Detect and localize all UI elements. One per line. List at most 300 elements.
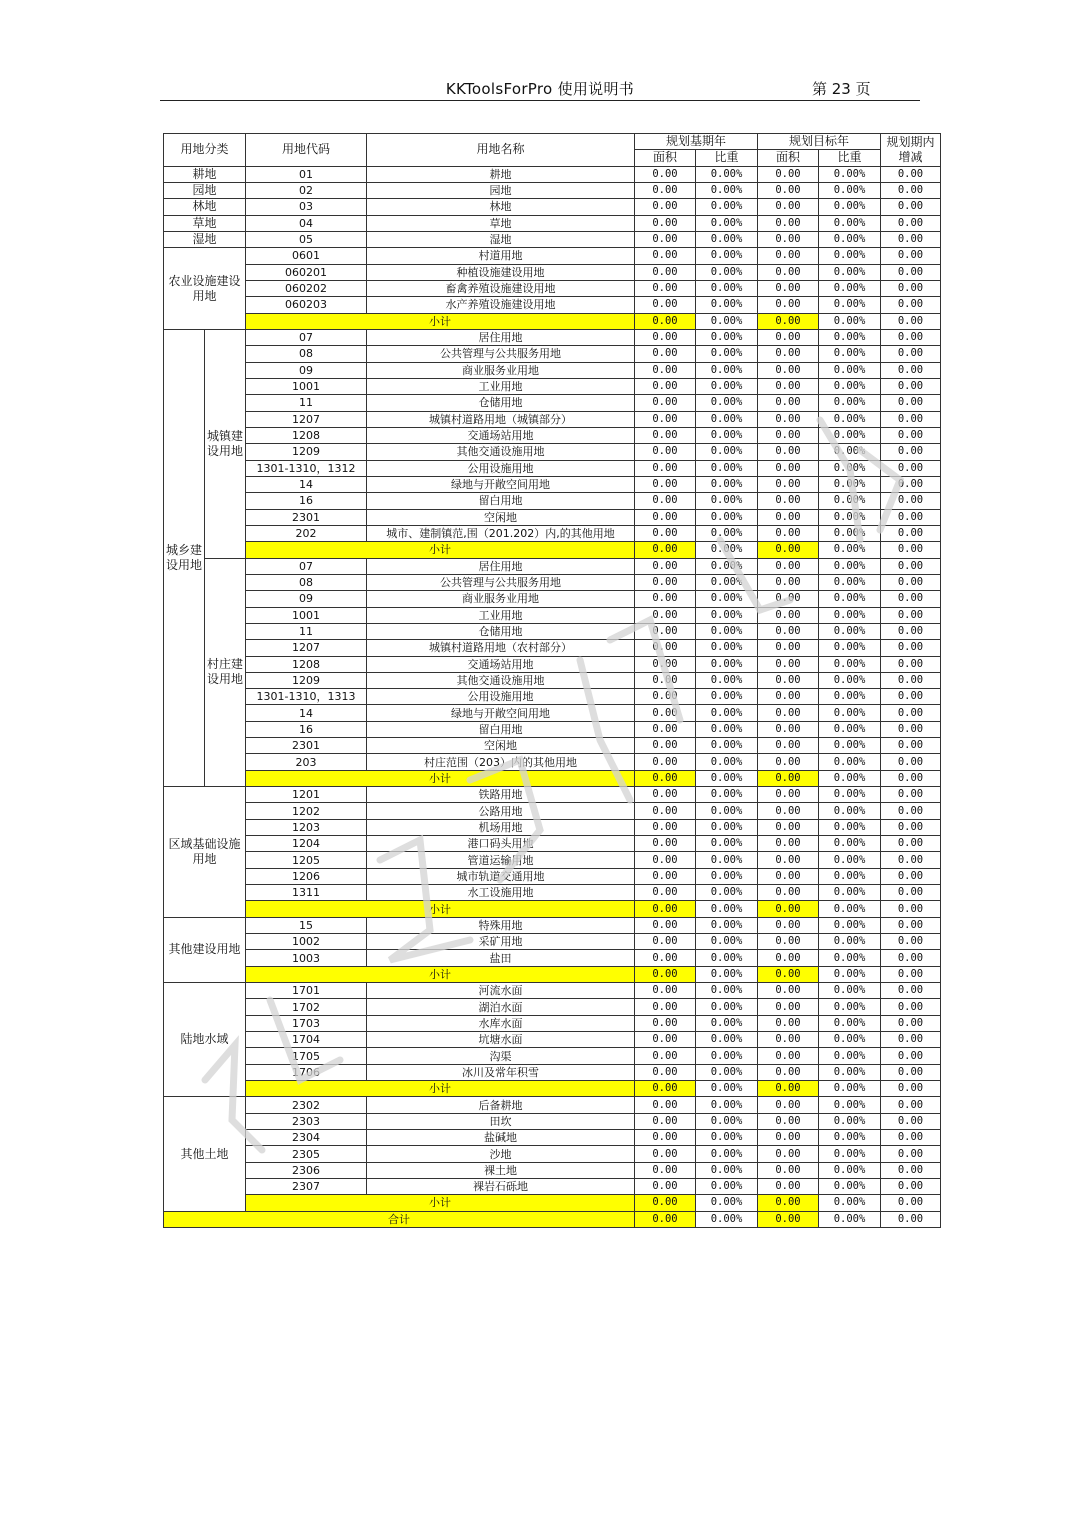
code-cell: 09 (246, 362, 367, 378)
name-cell: 交通场站用地 (367, 427, 635, 443)
subtotal-label: 小计 (246, 966, 635, 982)
base-ratio-cell: 0.00% (696, 934, 758, 950)
target-ratio-cell: 0.00% (819, 1113, 881, 1129)
base-ratio-cell: 0.00% (696, 1146, 758, 1162)
target-area-cell: 0.00 (758, 591, 819, 607)
code-cell: 04 (246, 215, 367, 231)
target-area-cell: 0.00 (758, 803, 819, 819)
base-area-cell: 0.00 (635, 264, 696, 280)
base-ratio-cell: 0.00% (696, 787, 758, 803)
target-ratio-cell: 0.00% (819, 574, 881, 590)
base-area-cell: 0.00 (635, 297, 696, 313)
base-area-cell: 0.00 (635, 166, 696, 182)
table-row (164, 689, 941, 705)
table-row (164, 607, 941, 623)
target-ratio-cell: 0.00% (819, 983, 881, 999)
name-cell: 盐田 (367, 950, 635, 966)
name-cell: 居住用地 (367, 329, 635, 345)
target-area-cell: 0.00 (758, 950, 819, 966)
target-area-cell: 0.00 (758, 1097, 819, 1113)
increase-cell: 0.00 (881, 803, 941, 819)
name-cell: 港口码头用地 (367, 836, 635, 852)
code-cell: 16 (246, 721, 367, 737)
target-area-cell: 0.00 (758, 378, 819, 394)
increase-cell: 0.00 (881, 199, 941, 215)
name-cell: 管道运输用地 (367, 852, 635, 868)
target-area-cell: 0.00 (758, 1179, 819, 1195)
base-area-cell: 0.00 (635, 836, 696, 852)
increase-cell: 0.00 (881, 248, 941, 264)
name-cell: 盐碱地 (367, 1130, 635, 1146)
name-cell: 裸土地 (367, 1162, 635, 1178)
base-ratio-cell: 0.00% (696, 476, 758, 492)
target-area-cell: 0.00 (758, 689, 819, 705)
target-ratio-cell: 0.00% (819, 1146, 881, 1162)
name-cell: 林地 (367, 199, 635, 215)
target-ratio-cell: 0.00% (819, 476, 881, 492)
subcategory-cell: 城镇建设用地 (205, 329, 246, 558)
category-cell: 陆地水域 (164, 983, 246, 1097)
base-ratio-cell: 0.00% (696, 591, 758, 607)
base-ratio-cell: 0.00% (696, 1113, 758, 1129)
code-cell: 08 (246, 574, 367, 590)
target-area-cell: 0.00 (758, 852, 819, 868)
increase-cell: 0.00 (881, 346, 941, 362)
name-cell: 耕地 (367, 166, 635, 182)
category-cell: 草地 (164, 215, 246, 231)
table-row (164, 182, 941, 198)
target-ratio-cell: 0.00% (819, 1032, 881, 1048)
target-area-cell: 0.00 (758, 705, 819, 721)
target-ratio-cell: 0.00% (819, 199, 881, 215)
increase-cell: 0.00 (881, 917, 941, 933)
code-cell: 07 (246, 558, 367, 574)
increase-cell: 0.00 (881, 591, 941, 607)
target-area-cell: 0.00 (758, 297, 819, 313)
target-area-cell: 0.00 (758, 901, 819, 917)
base-ratio-cell: 0.00% (696, 1162, 758, 1178)
name-cell: 其他交通设施用地 (367, 444, 635, 460)
name-cell: 坑塘水面 (367, 1032, 635, 1048)
base-ratio-cell: 0.00% (696, 607, 758, 623)
table-row (164, 427, 941, 443)
name-cell: 田坎 (367, 1113, 635, 1129)
name-cell: 商业服务业用地 (367, 591, 635, 607)
base-ratio-cell: 0.00% (696, 231, 758, 247)
target-ratio-cell: 0.00% (819, 852, 881, 868)
name-cell: 工业用地 (367, 607, 635, 623)
code-cell: 1706 (246, 1064, 367, 1080)
increase-cell: 0.00 (881, 460, 941, 476)
increase-cell: 0.00 (881, 329, 941, 345)
base-ratio-cell: 0.00% (696, 836, 758, 852)
target-ratio-cell: 0.00% (819, 885, 881, 901)
increase-cell: 0.00 (881, 395, 941, 411)
increase-cell: 0.00 (881, 868, 941, 884)
increase-cell: 0.00 (881, 1064, 941, 1080)
code-cell: 1209 (246, 444, 367, 460)
increase-cell: 0.00 (881, 427, 941, 443)
table-row (164, 460, 941, 476)
category-cell: 湿地 (164, 231, 246, 247)
name-cell: 沟渠 (367, 1048, 635, 1064)
name-cell: 仓储用地 (367, 395, 635, 411)
target-ratio-cell: 0.00% (819, 640, 881, 656)
code-cell: 05 (246, 231, 367, 247)
header-base-year: 规划基期年 (635, 134, 758, 150)
table-row (164, 329, 941, 345)
target-ratio-cell: 0.00% (819, 966, 881, 982)
increase-cell: 0.00 (881, 215, 941, 231)
base-ratio-cell: 0.00% (696, 1048, 758, 1064)
base-ratio-cell: 0.00% (696, 901, 758, 917)
base-ratio-cell: 0.00% (696, 623, 758, 639)
base-area-cell: 0.00 (635, 934, 696, 950)
target-ratio-cell: 0.00% (819, 231, 881, 247)
increase-cell: 0.00 (881, 297, 941, 313)
code-cell: 08 (246, 346, 367, 362)
increase-cell: 0.00 (881, 640, 941, 656)
base-area-cell: 0.00 (635, 182, 696, 198)
target-area-cell: 0.00 (758, 199, 819, 215)
base-area-cell: 0.00 (635, 721, 696, 737)
name-cell: 商业服务业用地 (367, 362, 635, 378)
table-row (164, 787, 941, 803)
header-rule (160, 100, 920, 101)
subtotal-row (164, 1081, 941, 1097)
base-ratio-cell: 0.00% (696, 738, 758, 754)
table-row (164, 525, 941, 541)
target-ratio-cell: 0.00% (819, 803, 881, 819)
target-area-cell: 0.00 (758, 999, 819, 1015)
target-area-cell: 0.00 (758, 231, 819, 247)
target-ratio-cell: 0.00% (819, 264, 881, 280)
base-area-cell: 0.00 (635, 901, 696, 917)
table-row (164, 1032, 941, 1048)
base-ratio-cell: 0.00% (696, 999, 758, 1015)
code-cell: 1702 (246, 999, 367, 1015)
code-cell: 1003 (246, 950, 367, 966)
increase-cell: 0.00 (881, 607, 941, 623)
name-cell: 公路用地 (367, 803, 635, 819)
target-area-cell: 0.00 (758, 1211, 819, 1227)
code-cell: 16 (246, 493, 367, 509)
target-ratio-cell: 0.00% (819, 362, 881, 378)
increase-cell: 0.00 (881, 819, 941, 835)
base-ratio-cell: 0.00% (696, 1195, 758, 1211)
base-area-cell: 0.00 (635, 460, 696, 476)
target-ratio-cell: 0.00% (819, 738, 881, 754)
target-ratio-cell: 0.00% (819, 509, 881, 525)
code-cell: 2306 (246, 1162, 367, 1178)
increase-cell: 0.00 (881, 166, 941, 182)
table-row (164, 950, 941, 966)
increase-cell: 0.00 (881, 656, 941, 672)
base-area-cell: 0.00 (635, 199, 696, 215)
base-ratio-cell: 0.00% (696, 199, 758, 215)
target-area-cell: 0.00 (758, 934, 819, 950)
base-ratio-cell: 0.00% (696, 672, 758, 688)
target-ratio-cell: 0.00% (819, 1211, 881, 1227)
header-increase: 规划期内增减 (881, 134, 941, 167)
base-area-cell: 0.00 (635, 1162, 696, 1178)
code-cell: 02 (246, 182, 367, 198)
target-ratio-cell: 0.00% (819, 182, 881, 198)
table-row (164, 803, 941, 819)
base-ratio-cell: 0.00% (696, 803, 758, 819)
base-area-cell: 0.00 (635, 411, 696, 427)
code-cell: 07 (246, 329, 367, 345)
increase-cell: 0.00 (881, 623, 941, 639)
subtotal-label: 小计 (246, 770, 635, 786)
target-area-cell: 0.00 (758, 493, 819, 509)
code-cell: 060201 (246, 264, 367, 280)
name-cell: 水工设施用地 (367, 885, 635, 901)
code-cell: 1201 (246, 787, 367, 803)
category-cell: 其他土地 (164, 1097, 246, 1211)
base-area-cell: 0.00 (635, 950, 696, 966)
code-cell: 1207 (246, 411, 367, 427)
base-area-cell: 0.00 (635, 917, 696, 933)
code-cell: 1701 (246, 983, 367, 999)
document-title: KKToolsForPro 使用说明书 (445, 80, 635, 98)
increase-cell: 0.00 (881, 705, 941, 721)
target-area-cell: 0.00 (758, 1048, 819, 1064)
increase-cell: 0.00 (881, 1032, 941, 1048)
base-area-cell: 0.00 (635, 1064, 696, 1080)
base-ratio-cell: 0.00% (696, 362, 758, 378)
target-area-cell: 0.00 (758, 721, 819, 737)
table-row (164, 917, 941, 933)
total-row (164, 1211, 941, 1227)
header-target-area: 面积 (758, 150, 819, 166)
target-area-cell: 0.00 (758, 444, 819, 460)
base-ratio-cell: 0.00% (696, 1015, 758, 1031)
subtotal-row (164, 901, 941, 917)
table-row (164, 983, 941, 999)
target-area-cell: 0.00 (758, 1113, 819, 1129)
code-cell: 15 (246, 917, 367, 933)
base-area-cell: 0.00 (635, 983, 696, 999)
base-ratio-cell: 0.00% (696, 705, 758, 721)
header-category: 用地分类 (164, 134, 246, 167)
header-target-year: 规划目标年 (758, 134, 881, 150)
target-area-cell: 0.00 (758, 885, 819, 901)
target-area-cell: 0.00 (758, 966, 819, 982)
base-ratio-cell: 0.00% (696, 182, 758, 198)
base-ratio-cell: 0.00% (696, 770, 758, 786)
table-row (164, 476, 941, 492)
code-cell: 1202 (246, 803, 367, 819)
target-ratio-cell: 0.00% (819, 493, 881, 509)
table-row (164, 395, 941, 411)
base-ratio-cell: 0.00% (696, 721, 758, 737)
name-cell: 留白用地 (367, 493, 635, 509)
target-ratio-cell: 0.00% (819, 1162, 881, 1178)
table-row (164, 623, 941, 639)
increase-cell: 0.00 (881, 476, 941, 492)
increase-cell: 0.00 (881, 542, 941, 558)
increase-cell: 0.00 (881, 444, 941, 460)
table-row (164, 1064, 941, 1080)
table-row (164, 754, 941, 770)
name-cell: 机场用地 (367, 819, 635, 835)
table-row (164, 248, 941, 264)
name-cell: 草地 (367, 215, 635, 231)
code-cell: 1301-1310，1313 (246, 689, 367, 705)
table-row (164, 558, 941, 574)
target-ratio-cell: 0.00% (819, 591, 881, 607)
table-row (164, 852, 941, 868)
increase-cell: 0.00 (881, 1162, 941, 1178)
target-ratio-cell: 0.00% (819, 460, 881, 476)
target-ratio-cell: 0.00% (819, 1081, 881, 1097)
name-cell: 空闲地 (367, 738, 635, 754)
target-area-cell: 0.00 (758, 574, 819, 590)
target-area-cell: 0.00 (758, 329, 819, 345)
target-ratio-cell: 0.00% (819, 346, 881, 362)
target-ratio-cell: 0.00% (819, 1064, 881, 1080)
table-row (164, 362, 941, 378)
base-ratio-cell: 0.00% (696, 329, 758, 345)
base-area-cell: 0.00 (635, 215, 696, 231)
name-cell: 公用设施用地 (367, 689, 635, 705)
increase-cell: 0.00 (881, 182, 941, 198)
base-ratio-cell: 0.00% (696, 542, 758, 558)
name-cell: 城市、建制镇范,围（201.202）内,的其他用地 (367, 525, 635, 541)
base-ratio-cell: 0.00% (696, 280, 758, 296)
base-area-cell: 0.00 (635, 493, 696, 509)
target-area-cell: 0.00 (758, 166, 819, 182)
target-ratio-cell: 0.00% (819, 215, 881, 231)
increase-cell: 0.00 (881, 313, 941, 329)
base-area-cell: 0.00 (635, 574, 696, 590)
base-area-cell: 0.00 (635, 362, 696, 378)
name-cell: 城镇村道路用地（农村部分） (367, 640, 635, 656)
table-row (164, 1179, 941, 1195)
code-cell: 2305 (246, 1146, 367, 1162)
base-area-cell: 0.00 (635, 999, 696, 1015)
code-cell: 01 (246, 166, 367, 182)
target-ratio-cell: 0.00% (819, 721, 881, 737)
name-cell: 绿地与开敞空间用地 (367, 705, 635, 721)
land-use-table (163, 133, 941, 1228)
base-ratio-cell: 0.00% (696, 819, 758, 835)
base-ratio-cell: 0.00% (696, 264, 758, 280)
code-cell: 11 (246, 395, 367, 411)
target-ratio-cell: 0.00% (819, 656, 881, 672)
name-cell: 特殊用地 (367, 917, 635, 933)
category-cell: 农业设施建设用地 (164, 248, 246, 330)
base-ratio-cell: 0.00% (696, 689, 758, 705)
base-ratio-cell: 0.00% (696, 950, 758, 966)
target-area-cell: 0.00 (758, 656, 819, 672)
code-cell: 0601 (246, 248, 367, 264)
table-row (164, 231, 941, 247)
base-ratio-cell: 0.00% (696, 640, 758, 656)
code-cell: 1207 (246, 640, 367, 656)
base-area-cell: 0.00 (635, 885, 696, 901)
base-area-cell: 0.00 (635, 542, 696, 558)
increase-cell: 0.00 (881, 574, 941, 590)
increase-cell: 0.00 (881, 983, 941, 999)
name-cell: 铁路用地 (367, 787, 635, 803)
base-ratio-cell: 0.00% (696, 444, 758, 460)
target-area-cell: 0.00 (758, 346, 819, 362)
subtotal-label: 小计 (246, 1195, 635, 1211)
increase-cell: 0.00 (881, 1081, 941, 1097)
base-ratio-cell: 0.00% (696, 966, 758, 982)
increase-cell: 0.00 (881, 999, 941, 1015)
code-cell: 1001 (246, 378, 367, 394)
code-cell: 1206 (246, 868, 367, 884)
target-ratio-cell: 0.00% (819, 280, 881, 296)
page-number: 第 23 页 (812, 80, 871, 98)
increase-cell: 0.00 (881, 411, 941, 427)
target-area-cell: 0.00 (758, 362, 819, 378)
base-ratio-cell: 0.00% (696, 378, 758, 394)
target-area-cell: 0.00 (758, 248, 819, 264)
base-ratio-cell: 0.00% (696, 1179, 758, 1195)
code-cell: 1301-1310，1312 (246, 460, 367, 476)
increase-cell: 0.00 (881, 231, 941, 247)
code-cell: 2301 (246, 738, 367, 754)
name-cell: 村道用地 (367, 248, 635, 264)
table-row (164, 721, 941, 737)
name-cell: 河流水面 (367, 983, 635, 999)
name-cell: 工业用地 (367, 378, 635, 394)
target-area-cell: 0.00 (758, 460, 819, 476)
table-row (164, 297, 941, 313)
target-ratio-cell: 0.00% (819, 623, 881, 639)
increase-cell: 0.00 (881, 901, 941, 917)
target-area-cell: 0.00 (758, 623, 819, 639)
table-row (164, 705, 941, 721)
target-area-cell: 0.00 (758, 476, 819, 492)
base-ratio-cell: 0.00% (696, 1211, 758, 1227)
base-ratio-cell: 0.00% (696, 852, 758, 868)
base-ratio-cell: 0.00% (696, 509, 758, 525)
increase-cell: 0.00 (881, 509, 941, 525)
table-row (164, 199, 941, 215)
target-ratio-cell: 0.00% (819, 607, 881, 623)
base-ratio-cell: 0.00% (696, 885, 758, 901)
target-area-cell: 0.00 (758, 770, 819, 786)
target-ratio-cell: 0.00% (819, 378, 881, 394)
base-ratio-cell: 0.00% (696, 656, 758, 672)
table-row (164, 885, 941, 901)
base-area-cell: 0.00 (635, 1146, 696, 1162)
base-area-cell: 0.00 (635, 868, 696, 884)
base-area-cell: 0.00 (635, 640, 696, 656)
table-row (164, 672, 941, 688)
base-area-cell: 0.00 (635, 525, 696, 541)
base-ratio-cell: 0.00% (696, 427, 758, 443)
name-cell: 绿地与开敞空间用地 (367, 476, 635, 492)
base-ratio-cell: 0.00% (696, 1064, 758, 1080)
target-area-cell: 0.00 (758, 819, 819, 835)
table-row (164, 215, 941, 231)
code-cell: 1704 (246, 1032, 367, 1048)
base-area-cell: 0.00 (635, 313, 696, 329)
subtotal-row (164, 770, 941, 786)
target-ratio-cell: 0.00% (819, 999, 881, 1015)
table-row (164, 999, 941, 1015)
base-area-cell: 0.00 (635, 591, 696, 607)
base-ratio-cell: 0.00% (696, 493, 758, 509)
target-area-cell: 0.00 (758, 264, 819, 280)
target-ratio-cell: 0.00% (819, 868, 881, 884)
